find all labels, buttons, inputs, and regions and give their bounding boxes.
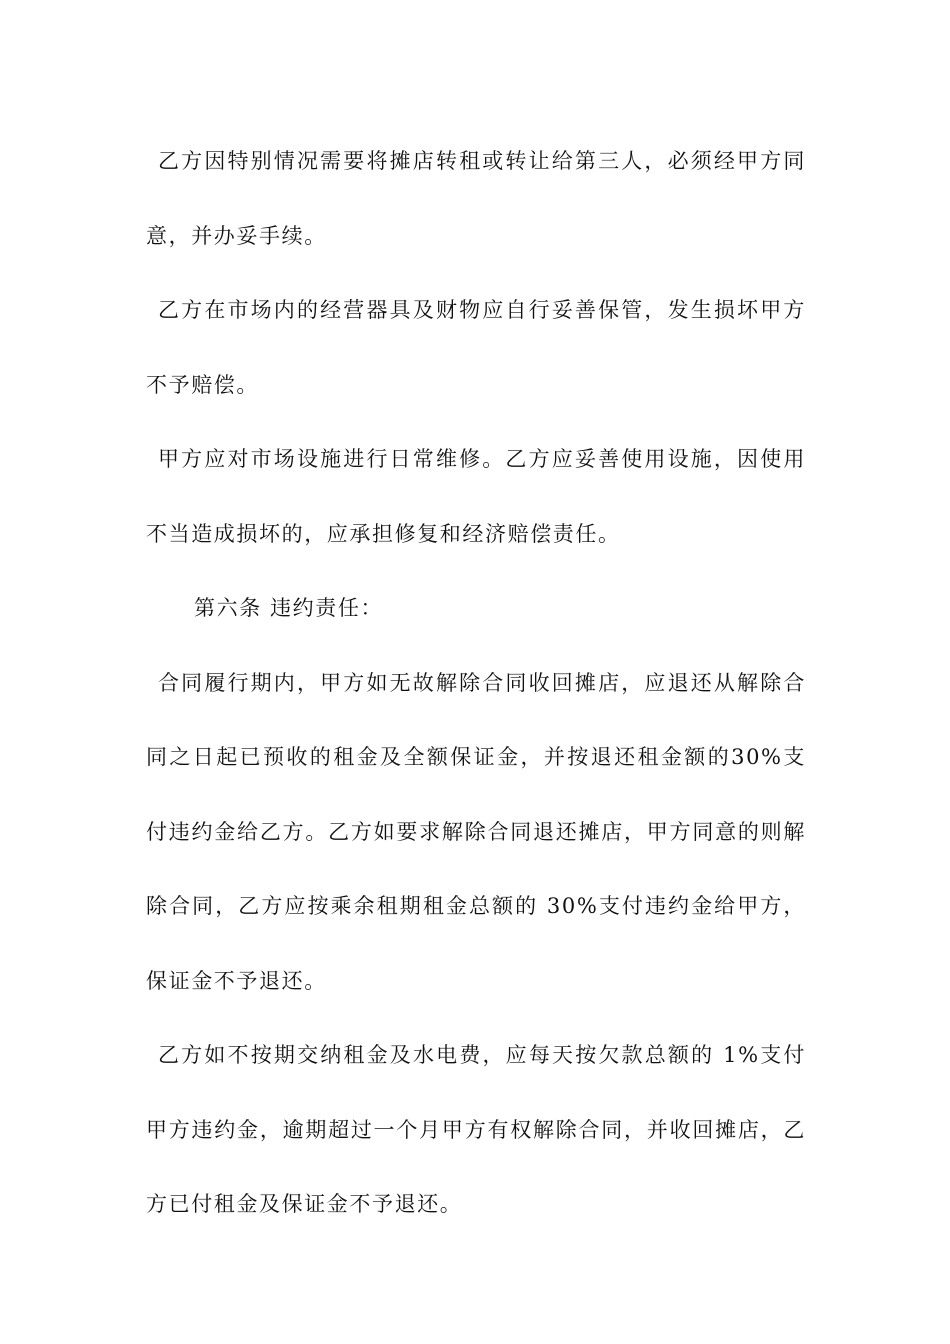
paragraph-property-custody: 乙方在市场内的经营器具及财物应自行妥善保管，发生损坏甲方不予赔偿。 xyxy=(146,298,806,397)
paragraph-facility-maintenance: 甲方应对市场设施进行日常维修。乙方应妥善使用设施，因使用不当造成损坏的，应承担修复和经济赔偿责任。 xyxy=(146,447,806,546)
paragraph-early-termination: 合同履行期内，甲方如无故解除合同收回摊店，应退还从解除合同之日起已预收的租金及全额保证金，并按退还租金额的30%支付违约金给乙方。乙方如要求解除合同退还摊店，甲方同意的则解除合同，乙方应按乘余租期租金总额的 30%支付违约金给甲方，保证金不予退还。 xyxy=(146,670,806,993)
paragraph-late-payment: 乙方如不按期交纳租金及水电费，应每天按欠款总额的 1%支付甲方违约金，逾期超过一个月甲方有权解除合同，并收回摊店，乙方已付租金及保证金不予退还。 xyxy=(146,1043,806,1216)
paragraph-sublease: 乙方因特别情况需要将摊店转租或转让给第三人，必须经甲方同意，并办妥手续。 xyxy=(146,149,806,248)
section-heading-breach-liability: 第六条 违约责任： xyxy=(194,596,384,620)
document-body xyxy=(146,124,806,1242)
